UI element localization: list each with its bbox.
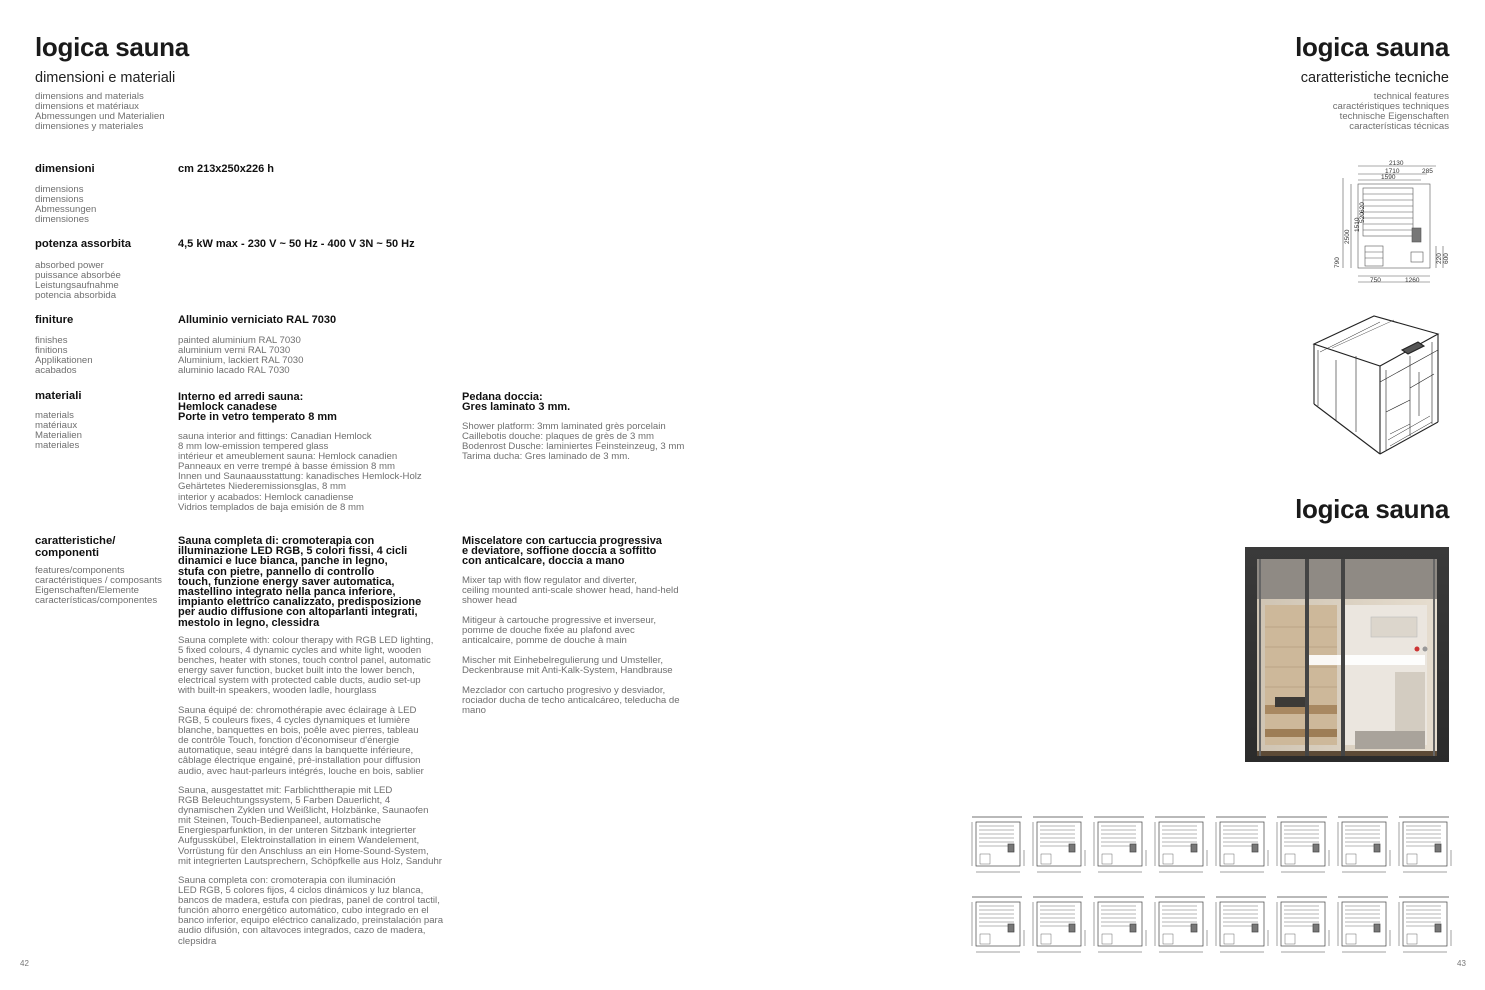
right-section-title: logica sauna <box>1295 494 1449 524</box>
dim-bottom-1: 750 <box>1370 277 1381 284</box>
isometric-drawing <box>1306 312 1446 458</box>
potenza-value: 4,5 kW max - 230 V ~ 50 Hz - 400 V 3N ~ 50 Hz <box>178 238 415 250</box>
dim-side-4: 620 <box>1359 202 1366 213</box>
materiali-col1-text: sauna interior and fittings: Canadian Hemlock 8 mm low-emission tempered glass intérieur et ameublement sauna: Hemlock canadien Panneaux en verre trempé à basse émission 8 mm Innen und Saunaausstattung: kanadisches Hemlock-Holz Gehärtetes Niederemissionsglas, 8 mm interior y acabados: Hemlock canadiense Vidrios templados de baja emisión de 8 mm <box>178 431 422 513</box>
dimensioni-value: cm 213x250x226 h <box>178 163 275 175</box>
caratteristiche-col2-es: Mezclador con cartucho progresivo y desviador, rociador ducha de techo anticalcáreo, teleducha de mano <box>462 685 680 717</box>
caratteristiche-col2-en: Mixer tap with flow regulator and diverter, ceiling mounted anti-scale shower head, hand-held shower head <box>462 575 679 607</box>
dim-side-6: 220 <box>1436 253 1443 264</box>
dim-side-3: 520 <box>1359 212 1366 223</box>
layout-thumbnail <box>1338 817 1390 872</box>
layout-thumbnail <box>1216 817 1268 872</box>
materiali-col2-text: Shower platform: 3mm laminated grès porcelain Caillebotis douche: plaques de grès de 3 mm Bodenrost Dusche: laminiertes Feinsteinzeug, 3 mm Tarima ducha: Gres laminado de 3 mm. <box>462 421 685 463</box>
layout-thumbnail <box>1155 897 1207 952</box>
right-page-subtitle: caratteristiche tecniche <box>1300 70 1449 86</box>
dim-top-3: 1590 <box>1381 174 1396 181</box>
left-subtitle-translations: dimensions and materials dimensions et matériaux Abmessungen und Materialien dimensiones y materiales <box>35 91 165 133</box>
finiture-translations: finishes finitions Applikationen acabados <box>35 335 93 377</box>
dim-side-7: 600 <box>1443 253 1450 264</box>
right-page-number: 43 <box>1457 959 1466 968</box>
materiali-col2-heading: Pedana doccia: Gres laminato 3 mm. <box>462 391 571 414</box>
dim-side-1: 2500 <box>1344 229 1351 244</box>
dim-top-2: 1710 <box>1385 168 1400 175</box>
dim-top-4: 285 <box>1422 168 1433 175</box>
caratteristiche-translations: features/components caractéristiques / composants Eigenschaften/Elemente características/componentes <box>35 565 162 607</box>
caratteristiche-label: caratteristiche/ componenti <box>35 535 116 559</box>
caratteristiche-col2-de: Mischer mit Einhebelregulierung und Umsteller, Deckenbrause mit Anti-Kalk-System, Handbrause <box>462 655 673 677</box>
dimensioni-translations: dimensions dimensions Abmessungen dimensiones <box>35 184 97 226</box>
sauna-product-photo <box>1245 547 1449 762</box>
layout-thumbnail <box>1094 817 1146 872</box>
caratteristiche-col1-heading: Sauna completa di: cromoterapia con illuminazione LED RGB, 5 colori fissi, 4 cicli dinamici e luce bianca, panche in legno, stufa con pietre, pannello di controllo touch, funzione energy saver automatica, mastellino integrato nella panca inferiore, impianto elettrico canalizzato, predisposizione per audio diffusione con altoparlanti integrati, mestolo in legno, clessidra <box>178 535 422 629</box>
finiture-label: finiture <box>35 314 74 326</box>
dim-bottom-2: 1260 <box>1405 277 1420 284</box>
right-subtitle-translations: technical features caractéristiques techniques technische Eigenschaften características técnicas <box>1332 91 1449 133</box>
finiture-value-translations: painted aluminium RAL 7030 aluminium verni RAL 7030 Aluminium, lackiert RAL 7030 aluminio lacado RAL 7030 <box>178 335 304 377</box>
layout-thumbnail <box>972 817 1024 872</box>
dim-side-2: 1510 <box>1354 217 1361 232</box>
layout-thumbnail <box>1033 817 1085 872</box>
caratteristiche-col1-en: Sauna complete with: colour therapy with RGB LED lighting, 5 fixed colours, 4 dynamic cycles and white light, wooden benches, heater with stones, touch control panel, automatic energy saver function, bucket built into the lower bench, electrical system with protected cable ducts, audio set-up with built-in speakers, wooden ladle, hourglass <box>178 635 434 697</box>
materiali-col1-heading: Interno ed arredi sauna: Hemlock canadese Porte in vetro temperato 8 mm <box>178 391 337 424</box>
layout-thumbnail <box>1033 897 1085 952</box>
layout-thumbnail <box>1094 897 1146 952</box>
dim-top-1: 2130 <box>1389 160 1404 167</box>
left-page-subtitle: dimensioni e materiali <box>35 70 176 86</box>
potenza-translations: absorbed power puissance absorbée Leistungsaufnahme potencia absorbida <box>35 260 121 302</box>
left-page-title: logica sauna <box>35 32 189 62</box>
layout-thumbnail <box>1399 897 1451 952</box>
dimensioni-label: dimensioni <box>35 163 95 175</box>
caratteristiche-col1-fr: Sauna équipé de: chromothérapie avec éclairage à LED RGB, 5 couleurs fixes, 4 cycles dynamiques et lumière blanche, banquettes en bois, poêle avec pierres, tableau de contrôle Touch, fonction d'économiseur d'énergie automatique, seau intégré dans la banquette inférieure, câblage électrique engainé, pré-installation pour diffusion audio, avec haut-parleurs intégrés, louche en bois, sablier <box>178 705 424 777</box>
layout-thumbnail <box>1277 897 1329 952</box>
layout-thumbnail <box>1338 897 1390 952</box>
caratteristiche-col1-de: Sauna, ausgestattet mit: Farblichttherapie mit LED RGB Beleuchtungssystem, 5 Farben Dauerlicht, 4 dynamischen Zyklen und Weißlicht, Holzbänke, Saunaofen mit Steinen, Touch-Bedienpaneel, automatische Energiesparfunktion, in der unteren Sitzbank integrierter Aufgusskübel, Elektroinstallation in einem Wandelement, Vorrüstung für den Anschluss an ein Home-Sound-System, mit integrierten Lautsprechern, Schöpfkelle aus Holz, Sanduhr <box>178 785 442 867</box>
layout-thumbnail <box>1155 817 1207 872</box>
potenza-label: potenza assorbita <box>35 238 132 250</box>
layout-thumbnail <box>1216 897 1268 952</box>
layout-thumbnails-svg <box>970 814 1452 954</box>
caratteristiche-col1-es: Sauna completa con: cromoterapia con iluminación LED RGB, 5 colores fijos, 4 ciclos dinámicos y luz blanca, bancos de madera, estufa con piedras, panel de control tactil, función ahorro energético automático, cubo integrado en el banco inferior, equipo eléctrico canalizado, preinstalación para audio difusión, con altavoces integrados, cazo de madera, clepsidra <box>178 875 444 947</box>
materiali-label: materiali <box>35 390 82 402</box>
layout-thumbnail <box>1277 817 1329 872</box>
dim-side-5: 790 <box>1334 257 1341 268</box>
materiali-translations: materials matériaux Materialien materiales <box>35 410 82 452</box>
caratteristiche-col2-heading: Miscelatore con cartuccia progressiva e deviatore, soffione doccia a soffitto con anticalcare, doccia a mano <box>462 535 662 568</box>
right-page-title: logica sauna <box>1295 32 1449 62</box>
technical-plan-drawing <box>1315 158 1450 290</box>
finiture-value: Alluminio verniciato RAL 7030 <box>178 314 337 326</box>
layout-thumbnail <box>1399 817 1451 872</box>
caratteristiche-col2-fr: Mitigeur à cartouche progressive et inverseur, pomme de douche fixée au plafond avec anticalcaire, pomme de douche à main <box>462 615 657 647</box>
layout-thumbnails <box>970 814 1452 954</box>
left-page-number: 42 <box>20 959 29 968</box>
layout-thumbnail <box>972 897 1024 952</box>
